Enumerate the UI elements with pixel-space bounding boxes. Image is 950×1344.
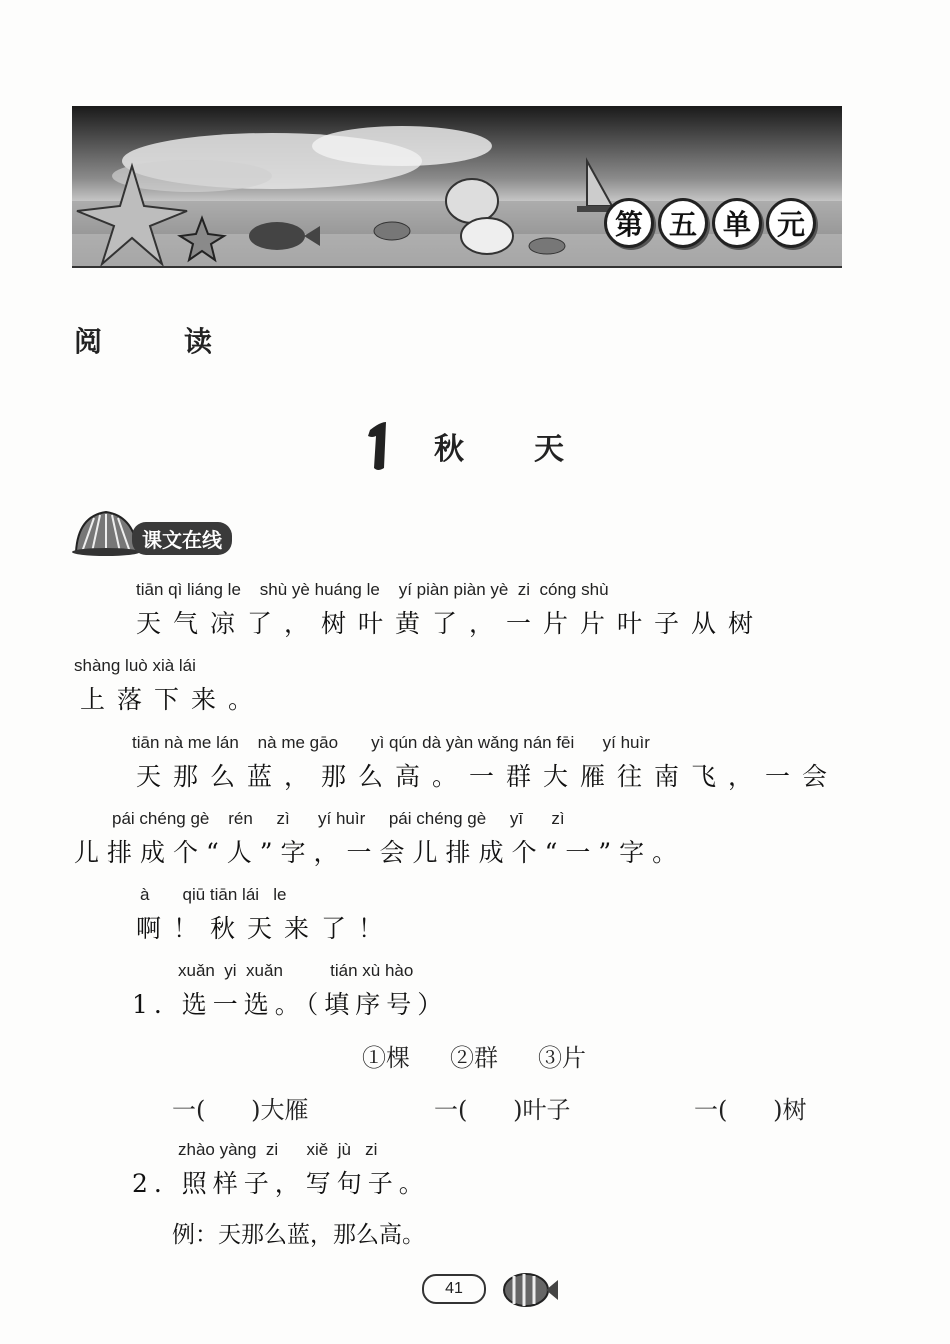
text-line: 上落下来。 (80, 685, 266, 714)
unit-banner (72, 106, 842, 268)
fill-blank[interactable]: 一( )树 (694, 1096, 807, 1124)
pinyin-line: tiān nà me lán nà me gāo yì qún dà yàn wǎng nán fēi yí huìr (132, 733, 650, 752)
option-list (362, 1038, 586, 1073)
lesson-title-char: 秋 (434, 432, 464, 467)
option: ②群 (450, 1044, 498, 1072)
unit-char: 元 (766, 198, 816, 248)
lesson-title-char: 天 (534, 432, 564, 467)
tag-label: 课文在线 (132, 522, 232, 555)
unit-char: 单 (712, 198, 762, 248)
lesson-number (364, 420, 392, 472)
fill-blank[interactable]: 一( )叶子 (434, 1096, 571, 1124)
page-number (422, 1274, 486, 1304)
lesson-number-glyph (364, 420, 392, 472)
pinyin-line: shàng luò xià lái (74, 656, 196, 675)
section-title (74, 320, 212, 360)
fish-icon (500, 1266, 560, 1310)
lesson-heading (364, 420, 564, 472)
example-sentence: 例：天那么蓝，那么高。 (172, 1222, 425, 1248)
pinyin-line: xuǎn yi xuǎn tián xù hào (178, 961, 414, 980)
page-number-text: 41 (445, 1280, 463, 1297)
unit-title (604, 198, 816, 248)
unit-char: 第 (604, 198, 654, 248)
text-online-tag (72, 508, 248, 556)
pinyin-line: tiān qì liáng le shù yè huáng le yí piàn piàn yè zi cóng shù (136, 580, 609, 599)
lesson-title (434, 424, 564, 468)
exercise-2-label: 2. 照样子，写句子。 (132, 1169, 430, 1198)
section-char: 阅 (74, 325, 103, 358)
option: ③片 (538, 1044, 586, 1072)
text-line: 天气凉了，树叶黄了，一片片叶子从树 (136, 609, 766, 638)
unit-char: 五 (658, 198, 708, 248)
fill-blank[interactable]: 一( )大雁 (172, 1096, 309, 1124)
section-char: 读 (184, 325, 213, 358)
option: ①棵 (362, 1044, 410, 1072)
pinyin-line: zhào yàng zi xiě jù zi (178, 1140, 378, 1159)
pinyin-line: à qiū tiān lái le (140, 885, 287, 904)
exercise-1-label: 1. 选一选。（填序号） (132, 990, 449, 1019)
text-line: 啊！秋天来了！ (136, 914, 396, 943)
pinyin-line: pái chéng gè rén zì yí huìr pái chéng gè yī zì (112, 809, 565, 828)
text-line: 天那么蓝，那么高。一群大雁往南飞，一会 (136, 762, 840, 791)
text-line: 儿排成个“人”字，一会儿排成个“一”字。 (74, 838, 686, 867)
